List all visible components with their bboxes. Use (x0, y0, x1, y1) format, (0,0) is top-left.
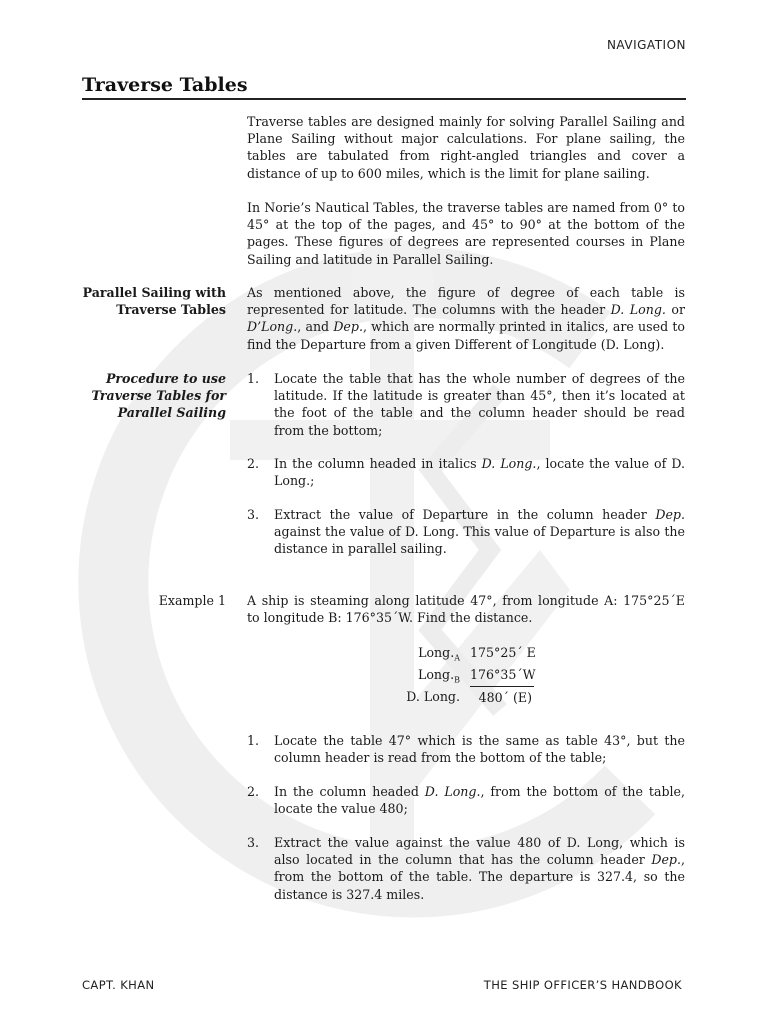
footer-author: CAPT. KHAN (82, 978, 155, 992)
step-number: 1. (247, 733, 260, 748)
step-number: 2. (247, 456, 260, 471)
step-text: Locate the table 47° which is the same as table 43°, but the column header is read from the bottom of the table; (274, 733, 685, 766)
heading-line: Procedure to use (105, 371, 226, 386)
calc-label-text: D. Long. (406, 689, 460, 704)
text-run: Extract the value of Departure in the column header (274, 507, 656, 522)
step-number: 1. (247, 371, 260, 386)
text-run: In the column headed (274, 784, 425, 799)
text-run: , from the bottom of the table, locate the value 480; (274, 784, 686, 817)
step-number: 3. (247, 835, 260, 850)
text-run: , which are normally printed in italics, are used to find the Departure from a given Different of Longitude (D. Long). (247, 319, 685, 352)
italic-term: D’Long. (247, 319, 298, 335)
heading-line: Parallel Sailing (117, 405, 226, 421)
example-label: Example 1 (158, 593, 226, 608)
step-text (274, 783, 685, 817)
text-run: , and (297, 319, 334, 335)
heading-line: Traverse Tables (116, 302, 226, 318)
calc-label-text: Long. (417, 667, 455, 682)
text-run: , from the bottom of the table. The departure is 327.4, so the distance is 327.4 miles. (274, 852, 685, 902)
intro-paragraph-2: In Norie’s Nautical Tables, the traverse tables are named from 0° to 45° at the top of the pages, and 45° to 90° at the bottom of the pages. These figures of degrees are represented courses in Plane Sailing and latitude in Parallel Sailing. (247, 200, 685, 267)
step-number: 2. (247, 784, 260, 799)
example-problem: A ship is steaming along latitude 47°, from longitude A: 175°25´E to longitude B: 176°35´W. Find the distance. (247, 593, 685, 626)
italic-term: D. Long. (610, 302, 666, 318)
footer-book-title: THE SHIP OFFICER’S HANDBOOK (483, 978, 682, 992)
italic-term: Dep. (655, 507, 685, 522)
calc-value: 175°25´ E (470, 645, 536, 660)
step-text (274, 455, 685, 489)
heading-line: Parallel Sailing with (82, 285, 226, 300)
italic-term: Dep. (333, 319, 363, 335)
calc-row (398, 642, 542, 664)
procedure-heading (56, 370, 226, 422)
parallel-sailing-paragraph (247, 284, 685, 353)
text-run: against the value of D. Long. This value of Departure is also the distance in parallel sailing. (274, 524, 685, 557)
calc-row (398, 664, 542, 686)
calc-value: 176°35´W (470, 667, 536, 682)
step-text: Locate the table that has the whole number of degrees of the latitude. If the latitude is greater than 45°, then it’s located at the foot of the table and the column header should be read from the bottom; (274, 371, 685, 438)
italic-term: Dep. (651, 852, 681, 868)
step-text (274, 834, 685, 903)
calc-label (398, 664, 460, 686)
step-text (274, 506, 685, 558)
text-run: Extract the value against the value 480 of D. Long, which is also located in the column that has the column header (274, 835, 685, 868)
text-run: In the column headed in italics (274, 456, 482, 471)
heading-line: Traverse Tables for (91, 388, 226, 404)
page-title: Traverse Tables (82, 74, 686, 100)
text-run: As mentioned above, the figure of degree of each table is represented for latitude. The columns with the header (247, 285, 685, 318)
calc-row (398, 686, 542, 708)
text-run: , locate the value of D. Long.; (274, 456, 685, 489)
calc-label (398, 686, 460, 708)
step-number: 3. (247, 507, 260, 522)
longitude-calculation (398, 642, 542, 708)
italic-term: D. Long. (481, 456, 537, 471)
calc-label-text: Long. (418, 645, 455, 660)
calc-result: 480´ (E) (470, 686, 534, 708)
calc-subscript: A (454, 653, 460, 663)
intro-paragraph-1: Traverse tables are designed mainly for solving Parallel Sailing and Plane Sailing without major calculations. For plane sailing, the tables are tabulated from right-angled triangles and cover a distance of up to 600 miles, which is the limit for plane sailing. (247, 114, 685, 181)
italic-term: D. Long. (424, 784, 481, 799)
calc-subscript: B (454, 675, 460, 685)
running-header: NAVIGATION (606, 38, 686, 52)
text-run: or (665, 302, 686, 318)
calc-label (398, 642, 460, 664)
parallel-sailing-heading (56, 284, 226, 318)
